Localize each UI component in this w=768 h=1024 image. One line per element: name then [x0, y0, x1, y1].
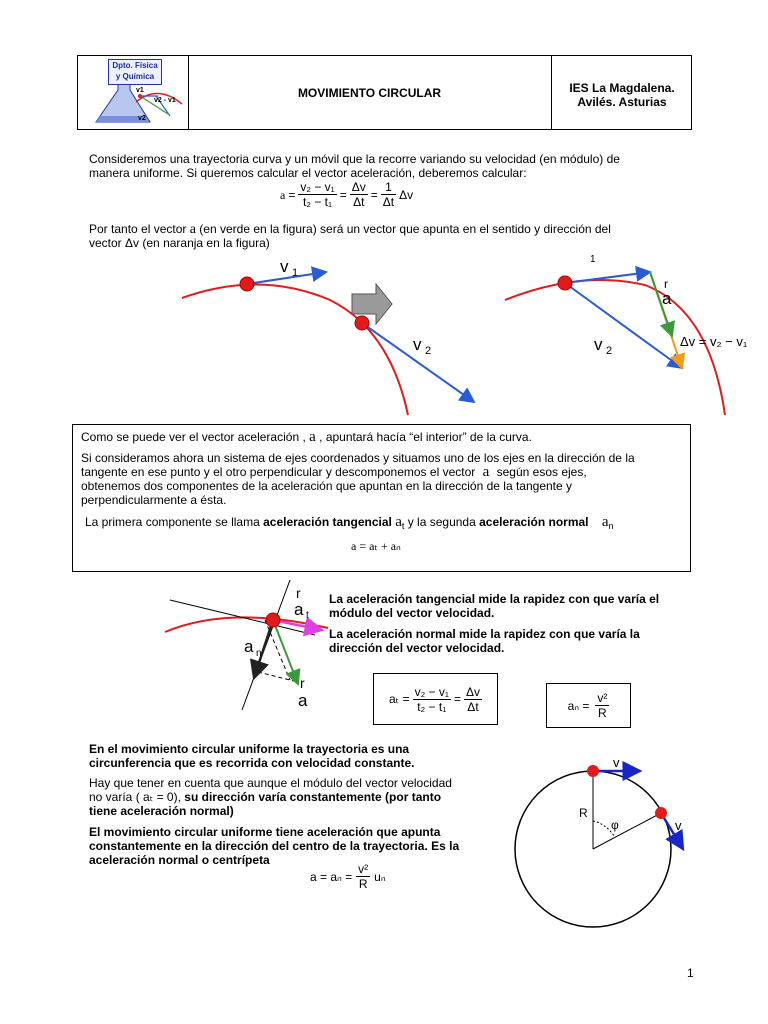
box-line1: Como se puede ver el vector aceleración , a , apuntará hacía “el interior” de la curva. — [81, 429, 532, 445]
mcu-p3: El movimiento circular uniforme tiene aceleración que apunta constantemente en la dirección del centro de la trayectoria. Es la aceleración normal o centrípeta — [89, 825, 460, 867]
para2-line2: vector Δv (en naranja en la figura) — [89, 236, 270, 250]
radius-diagonal — [593, 813, 661, 849]
para2-dv-symbol: Δv — [125, 236, 140, 250]
box-line2: Si consideramos ahora un sistema de ejes coordenados y situamos uno de los ejes en la dirección de la — [81, 451, 635, 465]
svg-text:v: v — [280, 257, 289, 276]
formula-an-box: aₙ = $\frac{\text{v²}}{R}$ — [546, 683, 631, 728]
svg-text:r: r — [300, 675, 305, 691]
mcu-p2: Hay que tener en cuenta que aunque el módulo del vector velocidad no varía ( aₜ = 0), su dirección varía constantemente (por tanto tiene aceleración normal) — [89, 776, 452, 818]
point-right — [655, 807, 667, 819]
v1-arrow-b — [565, 272, 650, 283]
mcu-p1: En el movimiento circular uniforme la trayectoria es una circunferencia que es recorrida con velocidad constante. — [89, 742, 415, 770]
school-cell — [552, 81, 692, 109]
logo-line2: y Química — [115, 72, 155, 81]
header-table — [77, 55, 692, 130]
eq1-frac2: $\frac{\Delta v}{\Delta t}$ — [351, 180, 366, 209]
trajectory-curve-components — [165, 617, 328, 632]
svg-text:v: v — [594, 335, 603, 354]
svg-text:v: v — [613, 755, 620, 770]
svg-text:t: t — [306, 610, 309, 621]
point-3 — [558, 276, 572, 290]
figure-velocities — [0, 250, 768, 420]
svg-text:v2: v2 — [138, 115, 146, 122]
tangential-text: La aceleración tangencial mide la rapidez con que varía el módulo del vector velocidad. — [329, 592, 660, 620]
equation-1: a = $\frac{\text{v₂ − v₁}}{\text{t₂ − t₁}}$ = $\frac{\Delta v}{\Delta t}$ = $\frac{1}{\Delta t}$ Δv — [280, 180, 414, 209]
box-line3: tangente en ese punto y el otro perpendicular y descomponemos el vector a según esos ejes, — [81, 464, 587, 480]
svg-text:a: a — [662, 289, 672, 308]
box-line4: obtenemos dos componentes de la aceleración que apuntan en la dirección de la tangente y — [81, 479, 573, 493]
svg-text:2: 2 — [425, 345, 432, 357]
svg-text:r: r — [296, 585, 301, 601]
intro-line1: Consideremos una trayectoria curva y un móvil que la recorre variando su velocidad (en módulo) de — [89, 152, 620, 166]
svg-text:1: 1 — [590, 254, 596, 265]
svg-text:R: R — [579, 806, 588, 820]
logo-label-box — [108, 59, 162, 85]
intro-line2: manera uniforme. Si queremos calcular el vector aceleración, deberemos calcular: — [89, 166, 527, 180]
eq1-frac1: $\frac{\text{v₂ − v₁}}{\text{t₂ − t₁}}$ — [300, 180, 335, 209]
eq1-tail: Δv — [399, 187, 414, 202]
svg-text:v2 - v1: v2 - v1 — [154, 97, 176, 104]
svg-text:v1: v1 — [136, 87, 144, 94]
svg-text:1: 1 — [292, 267, 299, 279]
eq1-lhs: a — [280, 187, 286, 202]
page-title: MOVIMIENTO CIRCULAR — [188, 56, 552, 129]
box-line6: La primera componente se llama aceleración tangencial $a_t$ y la segunda aceleración normal $a_n$ — [85, 514, 614, 531]
figure-components — [150, 580, 330, 715]
svg-text:n: n — [256, 648, 262, 659]
logo-line1: Dpto. Física — [112, 61, 158, 70]
point-components — [266, 613, 280, 627]
explanation-box — [72, 424, 691, 572]
school-line2: Avilés. Asturias — [577, 95, 667, 109]
svg-text:v: v — [675, 818, 682, 833]
svg-text:a: a — [298, 691, 308, 710]
svg-text:a: a — [244, 637, 254, 656]
svg-text:a: a — [294, 600, 304, 619]
mcu-equation: a = aₙ = $\frac{\text{v²}}{R}$ uₙ — [310, 862, 386, 891]
figure-circle — [505, 745, 705, 945]
box-line5: perpendicularmente a ésta. — [81, 493, 227, 507]
dashed-2 — [258, 672, 298, 682]
normal-text: La aceleración normal mide la rapidez con que varía la dirección del vector velocidad. — [329, 627, 640, 655]
point-2 — [355, 316, 369, 330]
svg-text:v: v — [413, 335, 422, 354]
svg-text:r: r — [664, 277, 668, 291]
point-1 — [240, 277, 254, 291]
svg-text:Δv = v₂ − v₁: Δv = v₂ − v₁ — [680, 334, 748, 349]
eq1-frac3: $\frac{1}{\Delta t}$ — [382, 180, 395, 209]
school-line1: IES La Magdalena. — [569, 81, 675, 95]
header-logo-cell — [78, 56, 189, 129]
point-top — [587, 765, 599, 777]
svg-text:2: 2 — [606, 345, 613, 357]
svg-text:φ: φ — [611, 818, 619, 832]
para2-line1: Por tanto el vector a (en verde en la figura) será un vector que apunta en el sentido y dirección del — [89, 222, 611, 237]
box-equation: a = aₜ + aₙ — [351, 539, 401, 553]
page-number: 1 — [687, 966, 694, 980]
para2-a-symbol: a — [189, 222, 196, 237]
formula-at-box: aₜ = $\frac{\text{v₂ − v₁}}{\text{t₂ − t₁}}$ = $\frac{\Delta v}{\Delta t}$ — [373, 673, 498, 725]
